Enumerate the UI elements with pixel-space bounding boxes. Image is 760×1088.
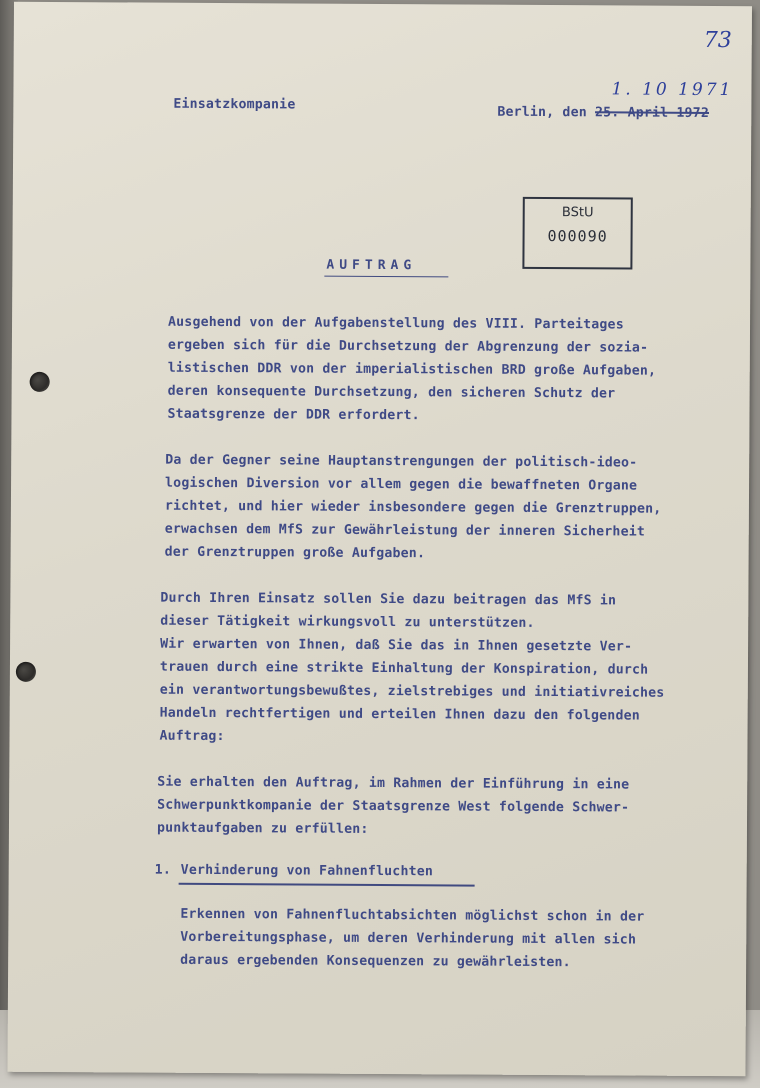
paragraph-line: der Grenztruppen große Aufgaben. [164, 544, 426, 562]
paragraph-line: Wir erwarten von Ihnen, daß Sie das in Ihnen gesetzte Ver- [160, 636, 633, 655]
paragraph-line: punktaufgaben zu erfüllen: [156, 820, 369, 837]
paragraph-line: Durch Ihren Einsatz sollen Sie dazu beitragen das MfS in [160, 590, 617, 609]
paragraph-line: Da der Gegner seine Hauptanstrengungen der politisch-ideo- [165, 452, 638, 471]
paragraph-line: deren konsequente Durchsetzung, den sicheren Schutz der [167, 383, 616, 402]
paragraph-line: Auftrag: [159, 728, 225, 745]
document-title: AUFTRAG [326, 257, 417, 274]
document-page [7, 2, 752, 1076]
paragraph-line: ergeben sich für die Durchsetzung der Abgrenzung der sozia- [167, 337, 649, 356]
section-number: 1. [154, 862, 172, 878]
paragraph-line: Vorbereitungsphase, um deren Verhinderung mit allen sich [180, 929, 637, 948]
page-number: 73 [703, 27, 732, 54]
stamp-label: BStU [561, 205, 594, 221]
place-prefix: Berlin, den [497, 104, 587, 121]
paragraph-line: Schwerpunktkompanie der Staatsgrenze West folgende Schwer- [157, 797, 630, 816]
section-heading-underline [179, 883, 475, 887]
paragraph-line: dieser Tätigkeit wirkungsvoll zu unterstützen. [160, 613, 535, 631]
paragraph-line: logischen Diversion vor allem gegen die bewaffneten Organe [165, 475, 638, 494]
date-line [497, 105, 709, 121]
section-heading: Verhinderung von Fahnenfluchten [180, 862, 434, 880]
unit-name: Einsatzkompanie [173, 96, 296, 113]
paragraph-line: Sie erhalten den Auftrag, im Rahmen der Einführung in eine [157, 774, 630, 793]
paragraph-line: richtet, und hier wieder insbesondere gegen die Grenztruppen, [164, 498, 662, 517]
paragraph-line: erwachsen dem MfS zur Gewährleistung der inneren Sicherheit [164, 521, 646, 540]
paragraph-line: Ausgehend von der Aufgabenstellung des VIII. Parteitages [168, 314, 624, 333]
paragraph-line: trauen durch eine strikte Einhaltung der Konspiration, durch [159, 659, 649, 678]
date-struck: 25. April 1972 [594, 105, 710, 121]
paragraph-line: Staatsgrenze der DDR erfordert. [167, 406, 420, 424]
paragraph-line: Erkennen von Fahnenfluchtabsichten möglichst schon in der [180, 906, 645, 925]
paragraph-line: Handeln rechtfertigen und erteilen Ihnen dazu den folgenden [159, 705, 640, 724]
paragraph-line: ein verantwortungsbewußtes, zielstrebiges und initiativreiches [159, 682, 665, 701]
punch-hole-bottom [16, 662, 36, 682]
date-handwritten: 1. 10 1971 [611, 79, 734, 101]
title-underline [324, 276, 448, 278]
archive-stamp [522, 197, 632, 270]
paragraph-line: daraus ergebenden Konsequenzen zu gewährleisten. [180, 952, 571, 971]
paragraph-line: listischen DDR von der imperialistischen BRD große Aufgaben, [167, 360, 657, 379]
stamp-number: 000090 [547, 227, 608, 246]
punch-hole-top [30, 372, 50, 392]
